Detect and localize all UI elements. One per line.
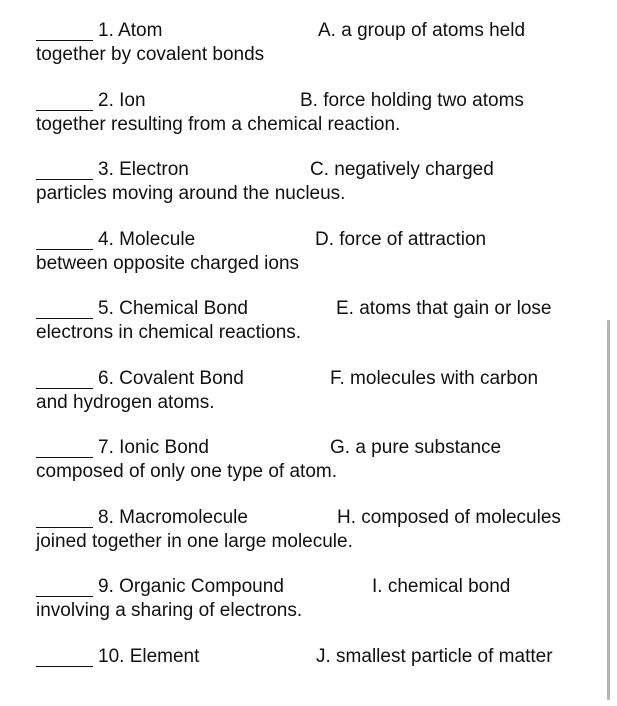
- definition-label: F. molecules with carbon: [330, 368, 539, 389]
- term-label: 7. Ionic Bond: [98, 437, 209, 458]
- answer-blank[interactable]: [36, 40, 93, 41]
- definition-continuation: composed of only one type of atom.: [36, 461, 338, 482]
- term-label: 3. Electron: [98, 159, 189, 180]
- definition-continuation: electrons in chemical reactions.: [36, 322, 302, 343]
- definition-continuation: joined together in one large molecule.: [36, 531, 353, 552]
- term-label: 8. Macromolecule: [98, 507, 248, 528]
- match-item-line: [0, 90, 617, 114]
- vertical-scrollbar[interactable]: [607, 320, 610, 700]
- match-item-3: [0, 159, 617, 219]
- definition-label: A. a group of atoms held: [318, 20, 526, 41]
- definition-label: J. smallest particle of matter: [316, 646, 553, 667]
- match-item-7: [0, 437, 617, 497]
- match-item-6: [0, 368, 617, 428]
- definition-label: D. force of attraction: [315, 229, 487, 250]
- match-item-line: [0, 229, 617, 253]
- term-label: 2. Ion: [98, 90, 146, 111]
- definition-continuation: between opposite charged ions: [36, 253, 300, 274]
- match-item-1: [0, 20, 617, 80]
- definition-continuation: together by covalent bonds: [36, 44, 265, 65]
- answer-blank[interactable]: [36, 110, 93, 111]
- answer-blank[interactable]: [36, 249, 93, 250]
- definition-label: G. a pure substance: [330, 437, 502, 458]
- term-label: 10. Element: [98, 646, 200, 667]
- match-item-line: [0, 368, 617, 392]
- match-item-line: [0, 646, 617, 670]
- match-item-line: [0, 437, 617, 461]
- answer-blank[interactable]: [36, 318, 93, 319]
- match-item-2: [0, 90, 617, 150]
- match-item-line: [0, 20, 617, 44]
- definition-continuation: involving a sharing of electrons.: [36, 600, 303, 621]
- answer-blank[interactable]: [36, 388, 93, 389]
- match-item-line: [0, 576, 617, 600]
- term-label: 9. Organic Compound: [98, 576, 284, 597]
- match-item-10: [0, 646, 617, 706]
- answer-blank[interactable]: [36, 457, 93, 458]
- definition-label: C. negatively charged: [310, 159, 494, 180]
- answer-blank[interactable]: [36, 596, 93, 597]
- match-item-line: [0, 298, 617, 322]
- term-label: 4. Molecule: [98, 229, 196, 250]
- answer-blank[interactable]: [36, 666, 93, 667]
- definition-continuation: particles moving around the nucleus.: [36, 183, 346, 204]
- match-item-5: [0, 298, 617, 358]
- definition-label: B. force holding two atoms: [300, 90, 524, 111]
- term-label: 5. Chemical Bond: [98, 298, 248, 319]
- match-item-8: [0, 507, 617, 567]
- match-item-line: [0, 507, 617, 531]
- answer-blank[interactable]: [36, 527, 93, 528]
- definition-continuation: together resulting from a chemical reaction.: [36, 114, 401, 135]
- term-label: 1. Atom: [98, 20, 163, 41]
- match-item-9: [0, 576, 617, 636]
- answer-blank[interactable]: [36, 179, 93, 180]
- definition-label: I. chemical bond: [372, 576, 511, 597]
- definition-label: H. composed of molecules: [337, 507, 561, 528]
- definition-label: E. atoms that gain or lose: [336, 298, 552, 319]
- definition-continuation: and hydrogen atoms.: [36, 392, 215, 413]
- term-label: 6. Covalent Bond: [98, 368, 244, 389]
- match-item-line: [0, 159, 617, 183]
- match-item-4: [0, 229, 617, 289]
